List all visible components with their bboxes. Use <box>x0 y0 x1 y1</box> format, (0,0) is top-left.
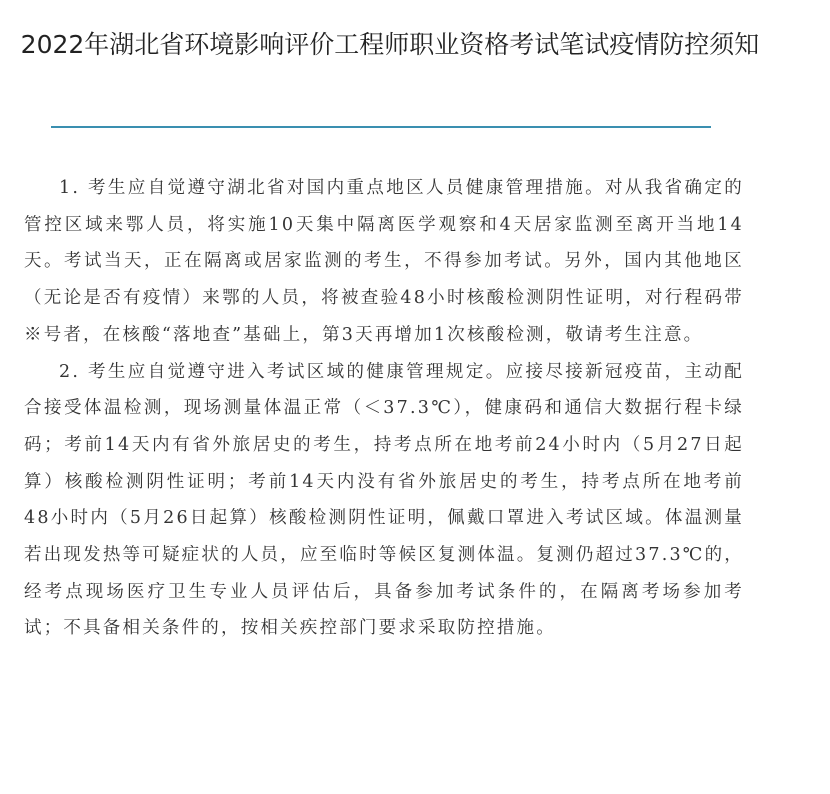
title-divider <box>51 126 711 128</box>
paragraph-1: 1. 考生应自觉遵守湖北省对国内重点地区人员健康管理措施。对从我省确定的管控区域来鄂人员，将实施10天集中隔离医学观察和4天居家监测至离开当地14天。考试当天，正在隔离或居家监测的考生，不得参加考试。另外，国内其他地区（无论是否有疫情）来鄂的人员，将被查验48小时核酸检测阴性证明，对行程码带※号者，在核酸“落地查”基础上，第3天再增加1次核酸检测，敬请考生注意。 <box>24 178 744 345</box>
notice-body <box>24 170 744 647</box>
page-title: 2022年湖北省环境影响评价工程师职业资格考试笔试疫情防控须知 <box>20 30 760 59</box>
paragraph-2: 2. 考生应自觉遵守进入考试区域的健康管理规定。应接尽接新冠疫苗，主动配合接受体温检测，现场测量体温正常（＜37.3℃），健康码和通信大数据行程卡绿码；考前14天内有省外旅居史的考生，持考点所在地考前24小时内（5月27日起算）核酸检测阴性证明；考前14天内没有省外旅居史的考生，持考点所在地考前48小时内（5月26日起算）核酸检测阴性证明，佩戴口罩进入考试区域。体温测量若出现发热等可疑症状的人员，应至临时等候区复测体温。复测仍超过37.3℃的，经考点现场医疗卫生专业人员评估后，具备参加考试条件的，在隔离考场参加考试；不具备相关条件的，按相关疾控部门要求采取防控措施。 <box>24 361 744 639</box>
